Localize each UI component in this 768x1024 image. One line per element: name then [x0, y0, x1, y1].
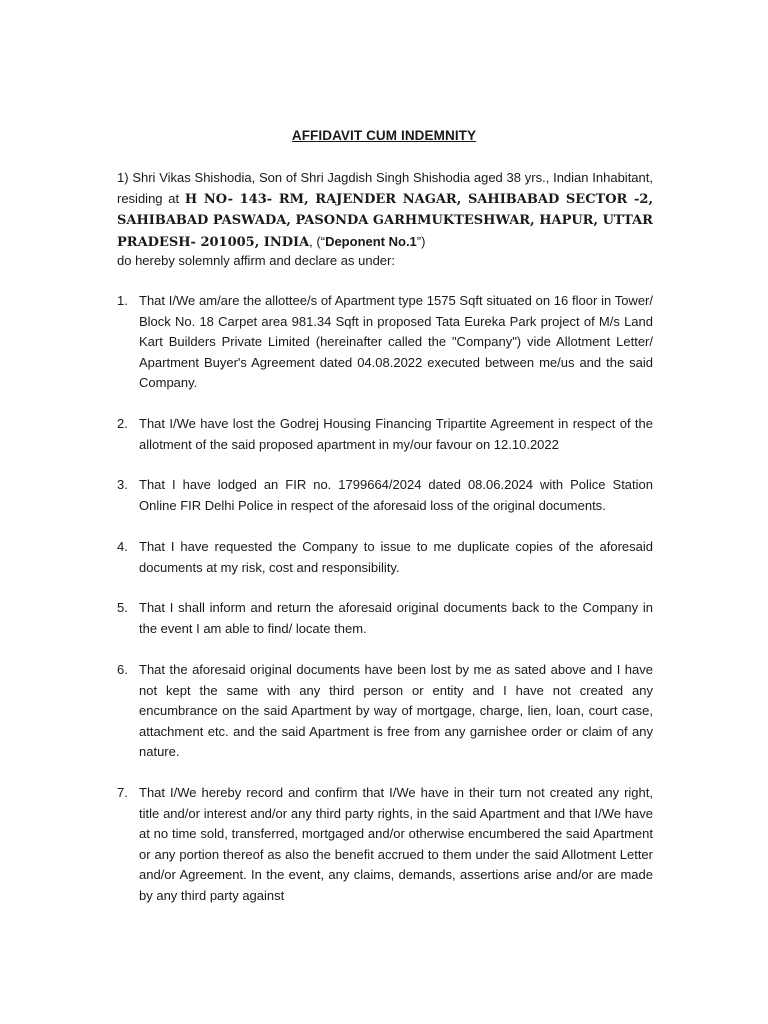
- deponent-intro: [117, 168, 653, 253]
- clause-number: 2.: [117, 416, 128, 431]
- clause-5: [117, 598, 653, 639]
- clause-number: 6.: [117, 662, 128, 677]
- clause-text: That I/We am/are the allottee/s of Apartment type 1575 Sqft situated on 16 floor in Tower/ Block No. 18 Carpet area 981.34 Sqft in proposed Tata Eureka Park project of M/s Land Kart Builders Private Limited (hereinafter called the "Company") vide Allotment Letter/ Apartment Buyer's Agreement dated 04.08.2022 executed between me/us and the said Company.: [139, 293, 653, 390]
- clause-text: That the aforesaid original documents have been lost by me as sated above and I have not kept the same with any third person or entity and I have not created any encumbrance on the said Apartment by way of mortgage, charge, lien, loan, court case, attachment etc. and the said Apartment is free from any garnishee order or claim of any nature.: [139, 662, 653, 759]
- clause-2: [117, 414, 653, 455]
- clause-text: That I shall inform and return the aforesaid original documents back to the Company in the event I am able to find/ locate them.: [139, 600, 653, 636]
- document-title: AFFIDAVIT CUM INDEMNITY: [291, 128, 477, 143]
- clause-1: [117, 291, 653, 394]
- clause-text: That I have lodged an FIR no. 1799664/2024 dated 08.06.2024 with Police Station Online FIR Delhi Police in respect of the aforesaid loss of the original documents.: [139, 477, 653, 513]
- clause-number: 4.: [117, 539, 128, 554]
- clause-text: That I have requested the Company to issue to me duplicate copies of the aforesaid documents at my risk, cost and responsibility.: [139, 539, 653, 575]
- clause-text: That I/We hereby record and confirm that I/We have in their turn not created any right, title and/or interest and/or any third party rights, in the said Apartment and that I/We have at no time sold, transferred, mortgaged and/or otherwise encumbered the said Apartment or any portion thereof as also the benefit accrued to them under the said Allotment Letter and/or Agreement. In the event, any claims, demands, assertions arise and/or are made by any third party against: [139, 785, 653, 903]
- clause-4: [117, 537, 653, 578]
- intro-suffix: ”): [416, 233, 426, 249]
- deponent-address: H NO- 143- RM, RAJENDER NAGAR, SAHIBABAD SECTOR -2, SAHIBABAD PASWADA, PASONDA GARHMUKTESHWAR, HAPUR, UTTAR PRADESH- 201005, INDIA: [117, 191, 653, 250]
- deponent-label: Deponent No.1: [325, 233, 417, 249]
- affirm-line: do hereby solemnly affirm and declare as under:: [117, 253, 395, 268]
- clause-3: [117, 475, 653, 516]
- clause-number: 1.: [117, 293, 128, 308]
- clause-text: That I/We have lost the Godrej Housing Financing Tripartite Agreement in respect of the allotment of the said proposed apartment in my/our favour on 12.10.2022: [139, 416, 653, 452]
- clause-number: 5.: [117, 600, 128, 615]
- clause-6: [117, 660, 653, 763]
- clause-number: 3.: [117, 477, 128, 492]
- clause-number: 7.: [117, 785, 128, 800]
- clause-7: [117, 783, 653, 906]
- intro-prefix: 1) Shri Vikas Shishodia, Son of Shri Jagdish Singh Shishodia aged 38 yrs., Indian Inhabitant, residing at: [117, 170, 653, 206]
- intro-mid: , (“: [309, 233, 326, 249]
